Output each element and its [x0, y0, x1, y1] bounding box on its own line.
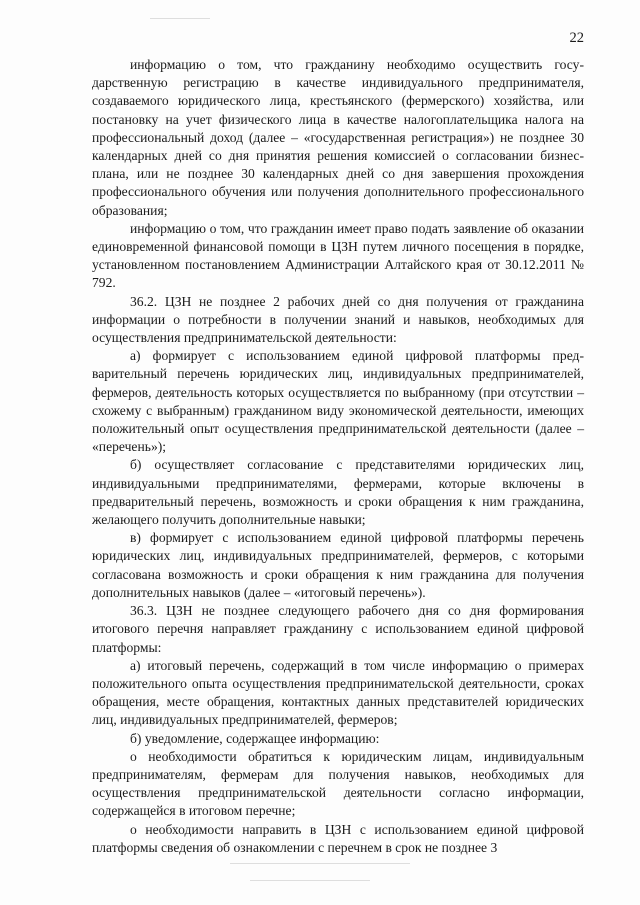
scan-artifact: [250, 880, 370, 881]
paragraph: информацию о том, что гражданин имеет право подать заявление об оказании единовременной финансовой помощи в ЦЗН путем личного посещения в порядке, установленном постановлением Администрации Алтайского края от 30.12.2011 № 792.: [92, 220, 584, 291]
paragraph: 36.3. ЦЗН не позднее следующего рабочего дня со дня формирования итогового перечня направляет гражданину с использованием единой цифровой платформы:: [92, 603, 584, 655]
paragraph: о необходимости обратиться к юридическим лицам, индивидуальным предпринимателям, фермерам для получения навыков, необходимых для осуществления предпринимательской деятельности согласно информации, содержащейся в итоговом перечне;: [92, 748, 584, 819]
paragraph: в) формирует с использованием единой цифровой платформы перечень юридических лиц, индивидуальных предпринимателей, фермеров, с которыми согласована возможность и сроки обращения к ним гражданина для получения дополнительных навыков (далее – «итоговый перечень»).: [92, 530, 584, 600]
scan-artifact: [230, 863, 410, 864]
body-text: [92, 56, 584, 857]
paragraph: б) уведомление, содержащее информацию:: [130, 730, 380, 746]
paragraph: 36.2. ЦЗН не позднее 2 рабочих дней со дня получения от гражданина информации о потребности в получении знаний и навыков, необходимых для осуществления предпринимательской деятельности:: [92, 293, 584, 346]
paragraph: а) формирует с использованием единой цифровой платформы предварительный перечень юридических лиц, индивидуальных предпринимателей, фермеров, деятельность которых осуществляется по выбранному (при отсутствии – схожему с выбранным) гражданином виду экономической деятельности, имеющих положительный опыт осуществления предпринимательской деятельности (далее – «перечень»);: [92, 348, 584, 455]
paragraph: информацию о том, что гражданину необходимо осуществить государственную регистрацию в качестве индивидуального предпринимателя, создаваемого юридического лица, крестьянского (фермерского) хозяйства, или постановку на учет физического лица в качестве налогоплательщика налога на профессиональный доход (далее – «государственная регистрация») не позднее 30 календарных дней со дня принятия решения комиссией о согласовании бизнес-плана, или не позднее 30 календарных дней со дня завершения прохождения профессионального обучения или получения дополнительного профессионального образования;: [92, 57, 584, 218]
paragraph: б) осуществляет согласование с представителями юридических лиц, индивидуальными предпринимателями, фермерами, которые включены в предварительный перечень, возможность и сроки обращения к ним гражданина, желающего получить дополнительные навыки;: [92, 457, 584, 528]
paragraph: о необходимости направить в ЦЗН с использованием единой цифровой платформы сведения об ознакомлении с перечнем в срок не позднее 3: [92, 821, 584, 855]
page-number: 22: [569, 30, 584, 46]
scan-artifact: [150, 18, 210, 19]
paragraph: а) итоговый перечень, содержащий в том числе информацию о примерах положительного опыта осуществления предпринимательской деятельности, сроках обращения, месте обращения, контактных данных представителей юридических лиц, индивидуальных предпринимателей, фермеров;: [92, 657, 584, 728]
